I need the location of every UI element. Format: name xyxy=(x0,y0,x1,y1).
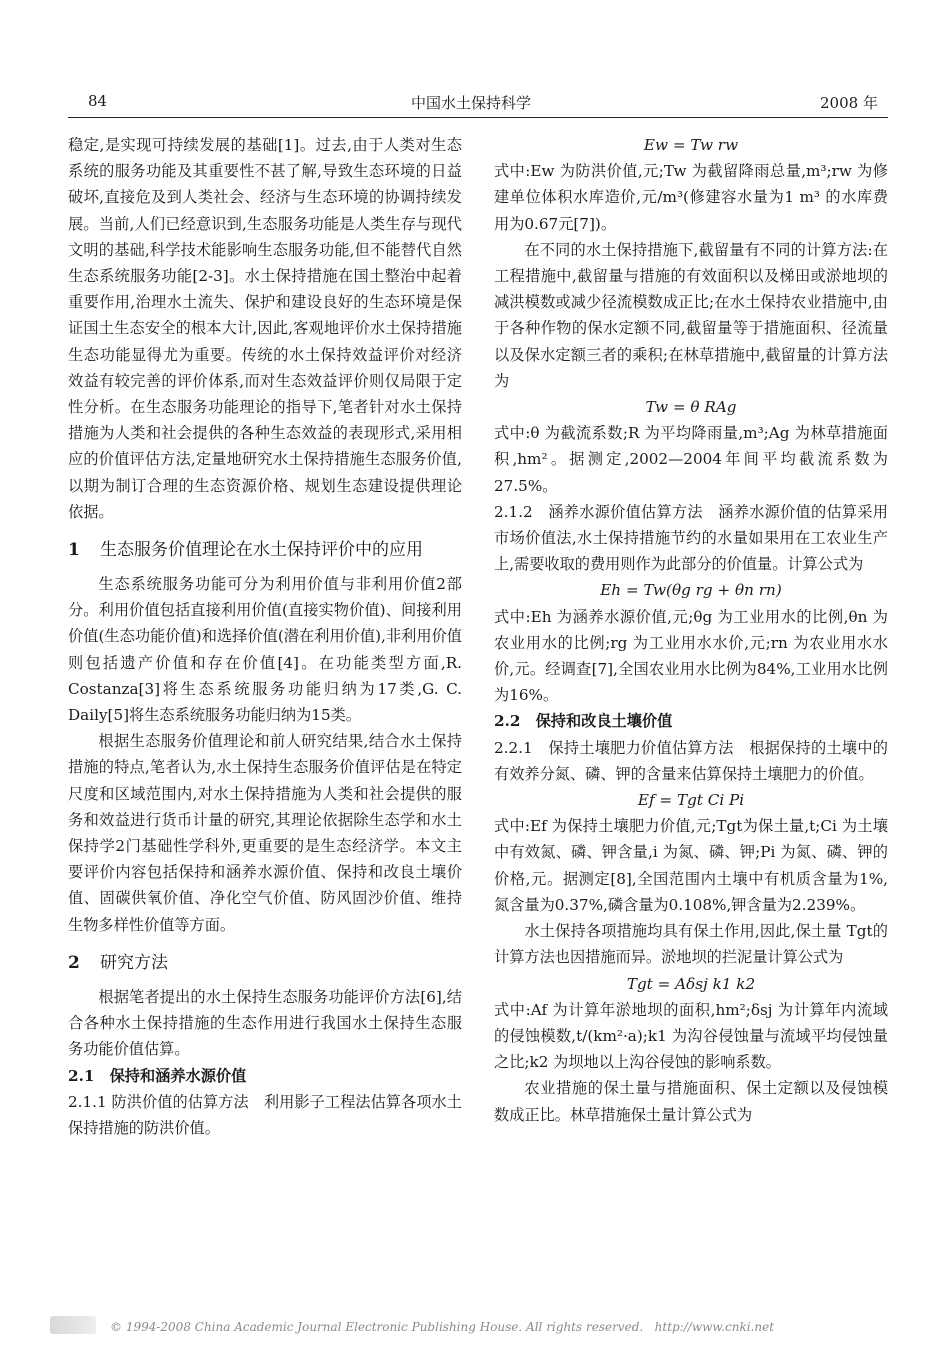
paragraph: 稳定,是实现可持续发展的基础[1]。过去,由于人类对生态系统的服务功能及其重要性不甚了解,导致生态环境的日益破坏,直接危及到人类社会、经济与生态环境的协调持续发展。当前,人们已经意识到,生态服务功能是人类生存与现代文明的基础,科学技术能影响生态服务功能,但不能替代自然生态系统服务功能[2-3]。水土保持措施在国土整治中起着重要作用,治理水土流失、保护和建设良好的生态环境是保证国土生态安全的根本大计,因此,客观地评价水土保持措施生态功能显得尤为重要。传统的水土保持效益评价对经济效益有较完善的评价体系,而对生态效益评价则仅局限于定性分析。在生态服务功能理论的指导下,笔者针对水土保持措施为人类和社会提供的各种生态效益的表现形式,采用相应的价值评估方法,定量地研究水土保持措施生态服务价值,以期为制订合理的生态资源价格、规划生态建设提供理论依据。 xyxy=(68,136,462,521)
paragraph: 式中:θ 为截流系数;R 为平均降雨量,m³;Ag 为林草措施面积,hm²。据测定,2002—2004年间平均截流系数为27.5%。 xyxy=(494,424,888,495)
right-column xyxy=(494,132,888,1128)
page-number: 84 xyxy=(88,92,108,110)
formula: Tw = θ RAg xyxy=(645,398,737,417)
left-column xyxy=(68,132,462,1141)
cnki-logo-icon xyxy=(50,1316,96,1334)
subsection-heading: 2.1 保持和涵养水源价值 xyxy=(68,1066,247,1085)
year: 2008 年 xyxy=(820,94,878,112)
paragraph: 2.2.1 保持土壤肥力价值估算方法 根据保持的土壤中的有效养分氮、磷、钾的含量来估算保持土壤肥力的价值。 xyxy=(494,738,888,783)
paragraph: 生态系统服务功能可分为利用价值与非利用价值2部分。利用价值包括直接利用价值(直接实物价值)、间接利用价值(生态功能价值)和选择价值(潜在利用价值),非利用价值则包括遗产价值和存在价值[4]。在功能类型方面,R. Costanza[3]将生态系统服务功能归纳为17类,G. C. Daily[5]将生态系统服务功能归纳为15类。 xyxy=(68,575,462,725)
copyright-text: © 1994-2008 China Academic Journal Electronic Publishing House. All rights reserved. xyxy=(110,1320,644,1334)
paragraph: 农业措施的保土量与措施面积、保土定额以及侵蚀模数成正比。林草措施保土量计算公式为 xyxy=(494,1079,888,1124)
journal-title: 中国水土保持科学 xyxy=(411,94,532,112)
paragraph: 2.1.1 防洪价值的估算方法 利用影子工程法估算各项水土保持措施的防洪价值。 xyxy=(68,1092,462,1137)
paragraph: 式中:Eh 为涵养水源价值,元;θg 为工业用水的比例,θn 为农业用水的比例;rg 为工业用水水价,元;rn 为农业用水水价,元。经调查[7],全国农业用水比例为84%,工业用水比例为16%。 xyxy=(494,607,888,705)
paragraph: 根据笔者提出的水土保持生态服务功能评价方法[6],结合各种水土保持措施的生态作用进行我国水土保持生态服务功能价值估算。 xyxy=(68,987,462,1059)
paragraph: 式中:Ew 为防洪价值,元;Tw 为截留降雨总量,m³;rw 为修建单位体积水库造价,元/m³(修建容水量为1 m³ 的水库费用为0.67元[7])。 xyxy=(494,162,888,233)
formula: Eh = Tw(θg rg + θn rn) xyxy=(600,581,782,600)
paragraph: 2.1.2 涵养水源价值估算方法 涵养水源价值的估算采用市场价值法,水土保持措施节约的水量如果用在工农业生产上,需要收取的费用则作为此部分的价值量。计算公式为 xyxy=(494,502,888,574)
paragraph: 式中:Ef 为保持土壤肥力价值,元;Tgt为保土量,t;Ci 为土壤中有效氮、磷、钾含量,i 为氮、磷、钾;Pi 为氮、磷、钾的价格,元。据测定[8],全国范围内土壤中有机质含量为1%,氮含量为0.37%,磷含量为0.108%,钾含量为2.239%。 xyxy=(494,817,888,914)
subsection-heading: 2.2 保持和改良土壤价值 xyxy=(494,712,673,731)
paragraph: 式中:Af 为计算年淤地坝的面积,hm²;δsj 为计算年内流域的侵蚀模数,t/(km²·a);k1 为沟谷侵蚀量与流域平均侵蚀量之比;k2 为坝地以上沟谷侵蚀的影响系数。 xyxy=(494,1000,888,1072)
header-rule xyxy=(68,117,888,118)
section-heading: 1 生态服务价值理论在水土保持评价中的应用 xyxy=(68,540,423,561)
section-heading: 2 研究方法 xyxy=(68,952,168,973)
paragraph: 水土保持各项措施均具有保土作用,因此,保土量 Tgt的计算方法也因措施而异。淤地坝的拦泥量计算公式为 xyxy=(494,922,888,967)
footer-url: http://www.cnki.net xyxy=(654,1320,775,1334)
paragraph: 根据生态服务价值理论和前人研究结果,结合水土保持措施的特点,笔者认为,水土保持生态服务价值评估是在特定尺度和区域范围内,对水土保持措施为人类和社会提供的服务和效益进行货币计量的研究,其理论依据除生态学和水土保持学2门基础性学科外,更重要的是生态经济学。本文主要评价内容包括保持和涵养水源价值、保持和改良土壤价值、固碳供氧价值、净化空气价值、防风固沙价值、维持生物多样性价值等方面。 xyxy=(68,732,462,934)
formula: Ew = Tw rw xyxy=(643,136,739,154)
formula: Tgt = Aδsj k1 k2 xyxy=(626,974,756,993)
paragraph: 在不同的水土保持措施下,截留量有不同的计算方法:在工程措施中,截留量与措施的有效面积以及梯田或淤地坝的减洪模数或减少径流模数成正比;在水土保持农业措施中,由于各种作物的保水定额不同,截留量等于措施面积、径流量以及保水定额三者的乘积;在林草措施中,截留量的计算方法为 xyxy=(494,240,888,390)
formula: Ef = Tgt Ci Pi xyxy=(637,791,745,810)
